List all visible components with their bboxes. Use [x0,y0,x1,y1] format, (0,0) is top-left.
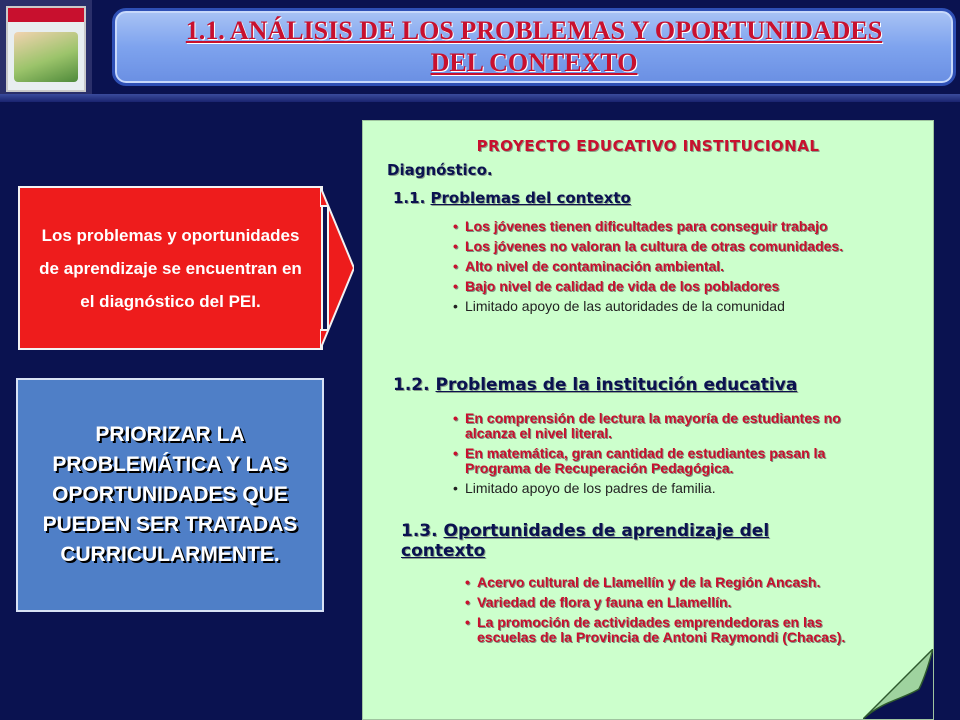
list-item: • Los jóvenes tienen dificultades para conseguir trabajo [451,219,891,234]
list-item: • En comprensión de lectura la mayoría de estudiantes no alcanza el nivel literal. [451,411,891,441]
callout-blue-text: PRIORIZAR LA PROBLEMÁTICA Y LAS OPORTUNIDADES QUE PUEDEN SER TRATADAS CURRICULARMENTE. [42,423,298,566]
doc-title: PROYECTO EDUCATIVO INSTITUCIONAL [476,137,820,155]
cover-band [8,8,84,22]
section-2-number: 1.2. [393,375,430,395]
section-3-heading [401,521,821,561]
page-curl-icon [863,649,933,719]
pei-document-panel [362,120,934,720]
callout-blue-box [16,378,324,612]
document-cover-thumbnail [0,0,92,98]
list-item: • Bajo nivel de calidad de vida de los pobladores [451,279,891,294]
section-3-list [463,575,873,650]
callout-red-box [18,186,323,350]
list-item: • En matemática, gran cantidad de estudiantes pasan la Programa de Recuperación Pedagógica. [451,446,891,476]
section-2-heading [393,375,797,395]
slide-title-line1: 1.1. ANÁLISIS DE LOS PROBLEMAS Y OPORTUNIDADES [185,16,883,45]
section-3-title: Oportunidades de aprendizaje del contexto [401,521,770,561]
section-3-number: 1.3. [401,521,438,541]
list-item: • Los jóvenes no valoran la cultura de otras comunidades. [451,239,891,254]
list-item: • Variedad de flora y fauna en Llamellín. [463,595,873,610]
section-1-title: Problemas del contexto [430,189,631,207]
section-2-list [451,411,891,501]
list-item: • Limitado apoyo de los padres de familia. [451,481,891,496]
cover-image [6,6,86,92]
section-2-title: Problemas de la institución educativa [435,375,798,395]
list-item: • Acervo cultural de Llamellín y de la Región Ancash. [463,575,873,590]
doc-diagnostico-label: Diagnóstico. [387,161,493,179]
arrow-right-icon [320,186,354,350]
slide-title-line2: DEL CONTEXTO [430,48,638,77]
section-1-number: 1.1. [393,189,426,207]
cover-photo [14,32,78,82]
slide-title-banner [112,8,956,86]
section-1-list [451,219,891,319]
header-divider [0,94,960,102]
section-1-heading [393,189,631,207]
list-item: • Limitado apoyo de las autoridades de la comunidad [451,299,891,314]
list-item: • Alto nivel de contaminación ambiental. [451,259,891,274]
callout-red-text: Los problemas y oportunidades de aprendizaje se encuentran en el diagnóstico del PEI. [39,225,302,311]
list-item: • La promoción de actividades emprendedoras en las escuelas de la Provincia de Antoni Raymondi (Chacas). [463,615,873,645]
